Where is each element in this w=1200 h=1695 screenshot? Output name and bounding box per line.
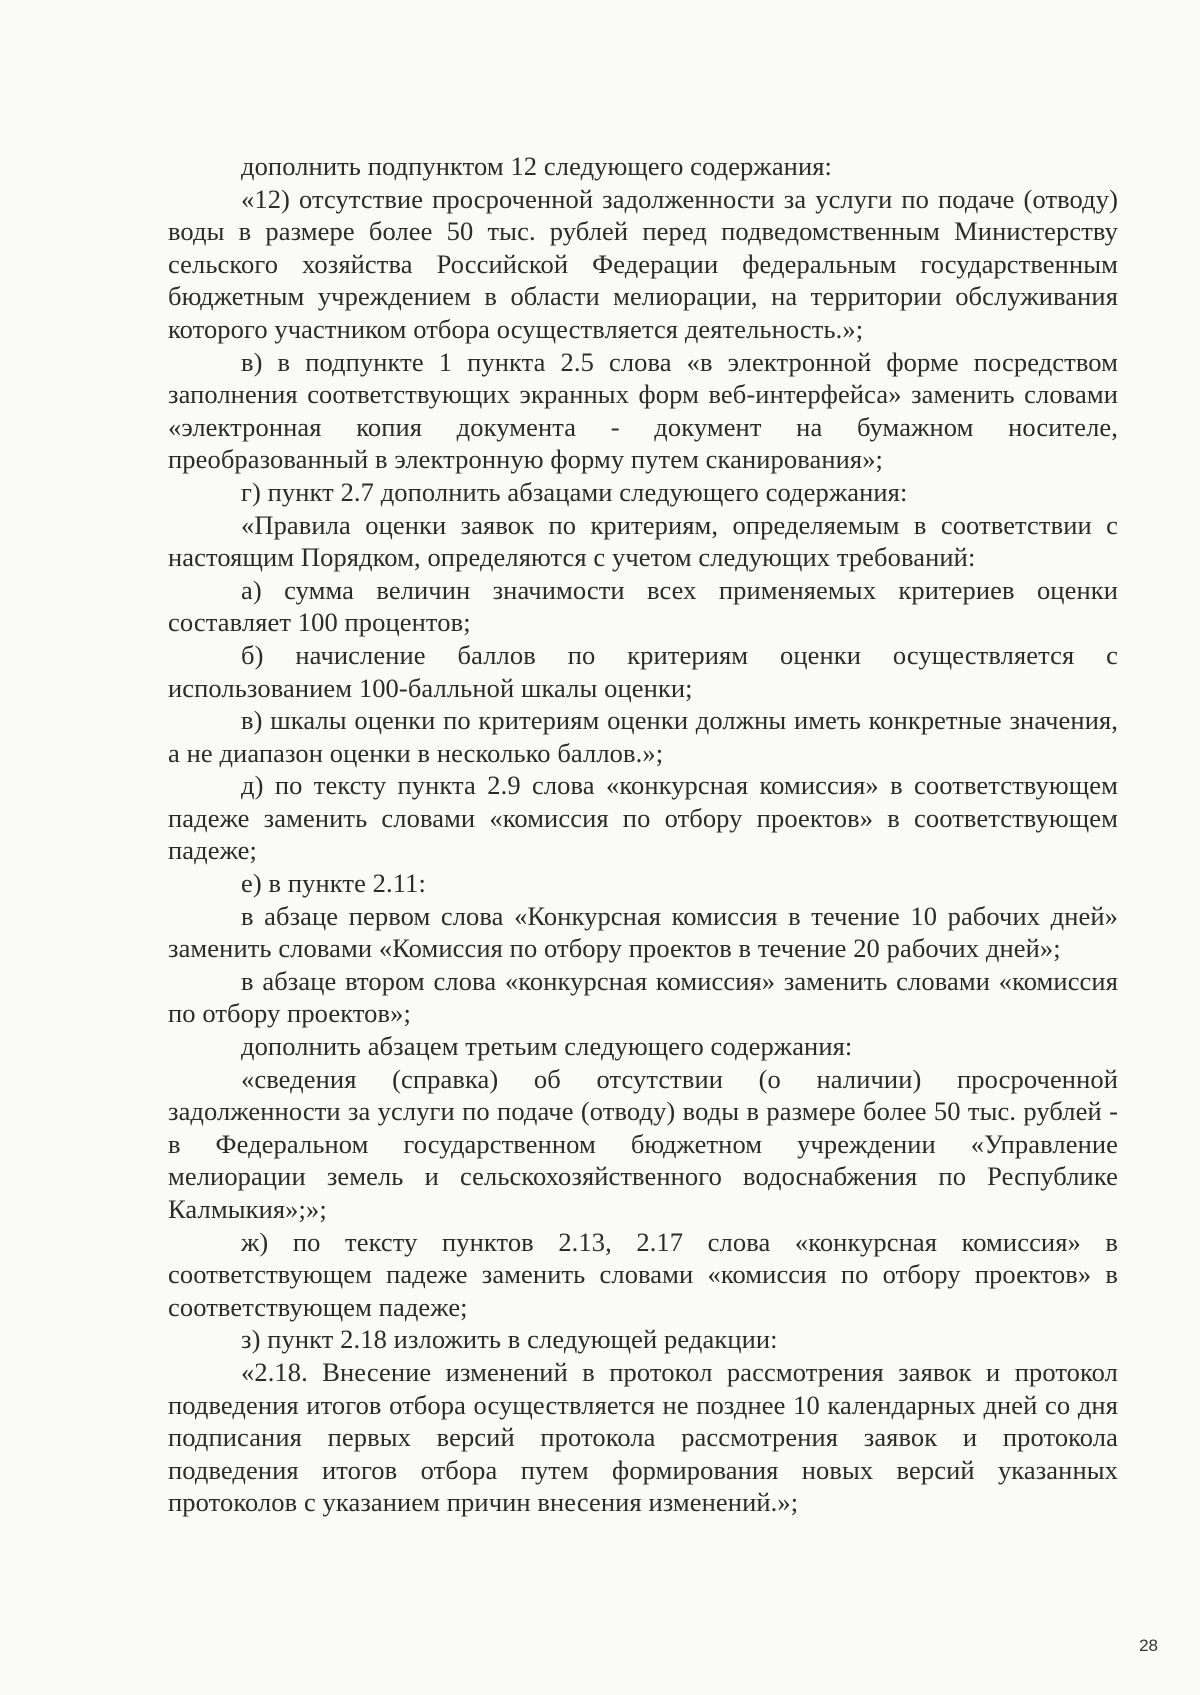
paragraph: д) по тексту пункта 2.9 слова «конкурсная комиссия» в соответствующем падеже заменить словами «комиссия по отбору проектов» в соответствующем падеже;: [168, 770, 1118, 866]
paragraph: б) начисление баллов по критериям оценки осуществляется с использованием 100-балльной шкалы оценки;: [168, 639, 1118, 703]
document-body: [168, 150, 1118, 1519]
paragraph: з) пункт 2.18 изложить в следующей редакции:: [241, 1324, 778, 1355]
paragraph: «2.18. Внесение изменений в протокол рассмотрения заявок и протокол подведения итогов отбора осуществляется не позднее 10 календарных дней со дня подписания первых версий протокола рассмотрения заявок и протокола подведения итогов отбора путем формирования новых версий указанных протоколов с указанием причин внесения изменений.»;: [168, 1356, 1118, 1518]
paragraph: ж) по тексту пунктов 2.13, 2.17 слова «конкурсная комиссия» в соответствующем падеже заменить словами «комиссия по отбору проектов» в соответствующем падеже;: [168, 1226, 1118, 1322]
paragraph: в абзаце первом слова «Конкурсная комиссия в течение 10 рабочих дней» заменить словами «Комиссия по отбору проектов в течение 20 рабочих дней»;: [168, 900, 1118, 964]
page-number: 28: [1139, 1636, 1158, 1655]
paragraph: «сведения (справка) об отсутствии (о наличии) просроченной задолженности за услуги по подаче (отводу) воды в размере более 50 тыс. рублей - в Федеральном государственном бюджетном учреждении «Управление мелиорации земель и сельскохозяйственного водоснабжения по Республике Калмыкия»;»;: [168, 1063, 1118, 1224]
paragraph: дополнить абзацем третьим следующего содержания:: [241, 1031, 853, 1062]
paragraph: в абзаце втором слова «конкурсная комиссия» заменить словами «комиссия по отбору проектов»;: [168, 965, 1118, 1029]
paragraph: а) сумма величин значимости всех применяемых критериев оценки составляет 100 процентов;: [168, 574, 1118, 638]
paragraph: «Правила оценки заявок по критериям, определяемым в соответствии с настоящим Порядком, определяются с учетом следующих требований:: [168, 509, 1118, 573]
paragraph: в) шкалы оценки по критериям оценки должны иметь конкретные значения, а не диапазон оценки в несколько баллов.»;: [168, 705, 1118, 768]
paragraph: г) пункт 2.7 дополнить абзацами следующего содержания:: [241, 476, 908, 507]
paragraph: дополнить подпунктом 12 следующего содержания:: [241, 151, 832, 181]
paragraph: е) в пункте 2.11:: [241, 868, 426, 899]
paragraph: в) в подпункте 1 пункта 2.5 слова «в электронной форме посредством заполнения соответствующих экранных форм веб-интерфейса» заменить словами «электронная копия документа - документ на бумажном носителе, преобразованный в электронную форму путем сканирования»;: [168, 346, 1118, 475]
paragraph: «12) отсутствие просроченной задолженности за услуги по подаче (отводу) воды в размере более 50 тыс. рублей перед подведомственным Министерству сельского хозяйства Российской Федерации федеральным государственным бюджетным учреждением в области мелиорации, на территории обслуживания которого участником отбора осуществляется деятельность.»;: [168, 183, 1118, 344]
